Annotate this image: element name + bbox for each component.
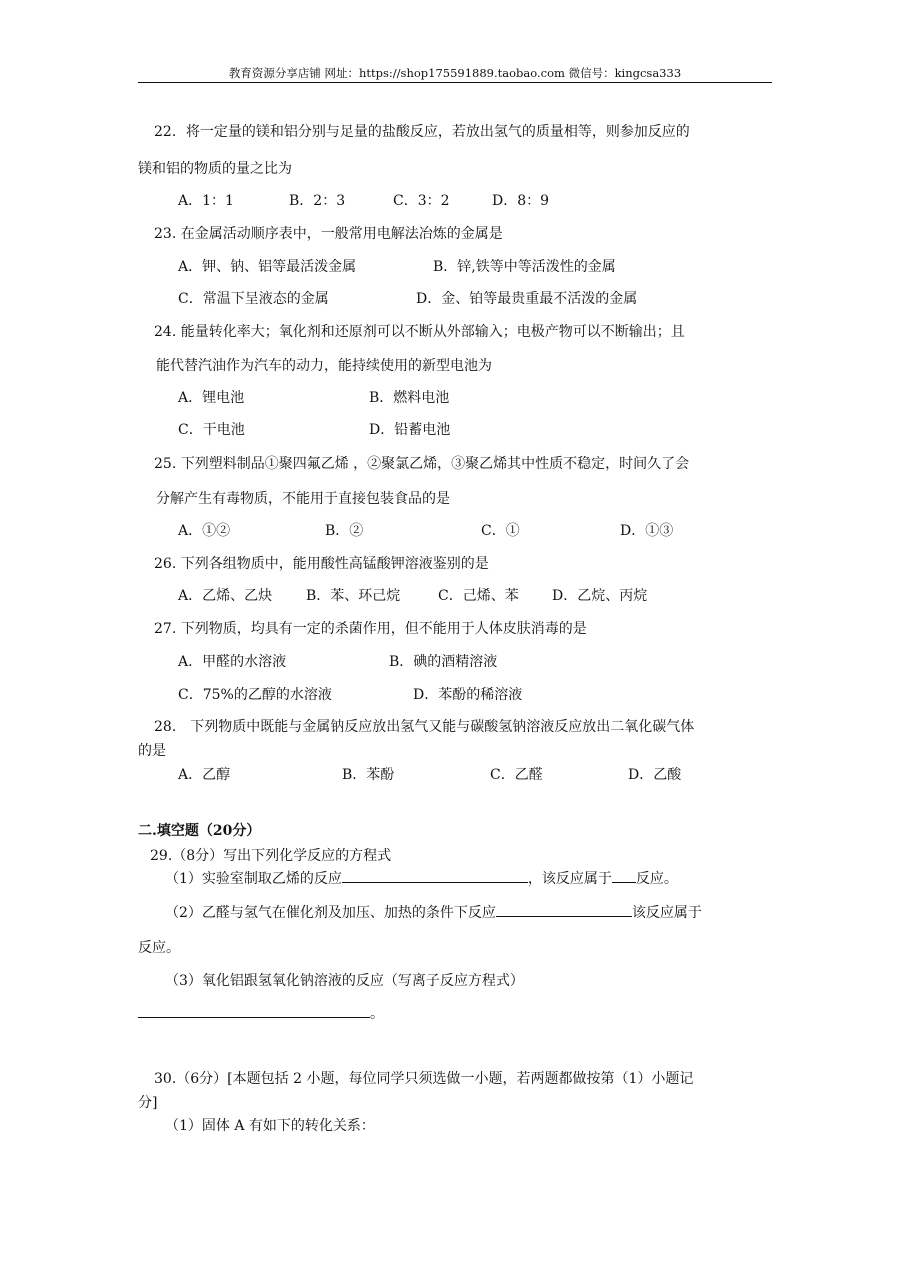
q29-part1-text-a: （1）实验室制取乙烯的反应 [165,871,342,887]
q29-part3-equation-blank[interactable] [138,1003,370,1018]
q26-option-d: D．乙烷、丙烷 [552,588,648,604]
q22-option-c: C．3：2 [393,193,450,209]
q27-option-a: A．甲醛的水溶液 [178,654,287,670]
q30-stem-line2: 分] [138,1095,158,1111]
q26-stem: 26. 下列各组物质中，能用酸性高锰酸钾溶液鉴别的是 [154,556,489,572]
q29-part2-text-a: （2）乙醛与氢气在催化剂及加压、加热的条件下反应 [165,905,496,921]
q23-option-d: D．金、铂等最贵重最不活泼的金属 [416,291,638,307]
q23-stem: 23. 在金属活动顺序表中，一般常用电解法冶炼的金属是 [154,226,503,242]
q27-option-d: D．苯酚的稀溶液 [413,687,523,703]
q28-option-b: B．苯酚 [342,767,395,783]
q22-stem-line1: 22．将一定量的镁和铝分别与足量的盐酸反应，若放出氢气的质量相等，则参加反应的 [154,124,690,140]
q29-part2-equation-blank[interactable] [496,902,632,917]
q28-option-a: A．乙醇 [178,767,231,783]
q29-part3-period: 。 [370,1006,384,1022]
q22-option-d: D．8：9 [492,193,550,209]
q26-option-b: B．苯、环己烷 [306,588,401,604]
q29-part1-equation-blank[interactable] [342,868,528,883]
q27-option-c: C．75%的乙醇的水溶液 [178,687,332,703]
q25-option-b: B．② [325,523,364,539]
q29-part1 [165,868,678,888]
q26-option-c: C．己烯、苯 [438,588,519,604]
q23-option-c: C．常温下呈液态的金属 [178,291,329,307]
section-2-title: 二.填空题（20分） [138,823,261,839]
q29-part2-continuation: 反应。 [138,940,180,956]
q25-option-d: D．①③ [620,523,674,539]
page-header: 教育资源分享店铺 网址：https://shop175591889.taobao.com 微信号：kingcsa333 [228,66,682,80]
q28-option-d: D．乙酸 [628,767,682,783]
q29-part1-text-c: 反应。 [635,871,678,887]
q29-part3: （3）氧化铝跟氢氧化钠溶液的反应（写离子反应方程式） [165,973,524,989]
q24-option-b: B．燃料电池 [369,390,450,406]
q25-stem-line1: 25. 下列塑料制品①聚四氟乙烯 ，②聚氯乙烯，③聚乙烯其中性质不稳定，时间久了会 [154,456,690,472]
q29-part1-text-b: ，该反应属于 [527,871,612,887]
q27-stem: 27. 下列物质，均具有一定的杀菌作用，但不能用于人体皮肤消毒的是 [154,621,587,637]
q29-part2-text-b: 该反应属于 [631,905,702,921]
q28-option-c: C．乙醛 [490,767,543,783]
q29-part2 [165,902,702,922]
q29-part1-type-blank[interactable] [612,868,636,883]
q25-option-a: A．①② [178,523,231,539]
q27-option-b: B．碘的酒精溶液 [389,654,498,670]
q30-stem-line1: 30.（6分）[本题包括 2 小题，每位同学只须选做一小题，若两题都做按第（1）小题记 [154,1071,694,1087]
q22-option-b: B．2：3 [289,193,346,209]
q24-stem-line2: 能代替汽油作为汽车的动力，能持续使用的新型电池为 [156,358,492,374]
q25-stem-line2: 分解产生有毒物质，不能用于直接包装食品的是 [156,491,450,507]
header-divider [138,82,772,83]
q30-part1: （1）固体 A 有如下的转化关系： [165,1118,375,1134]
q26-option-a: A．乙烯、乙炔 [178,588,273,604]
q24-stem-line1: 24. 能量转化率大；氧化剂和还原剂可以不断从外部输入；电极产物可以不断输出；且 [154,324,685,340]
q29-part3-answer-line [138,1003,384,1023]
q25-option-c: C．① [481,523,520,539]
q22-option-a: A．1：1 [178,193,234,209]
q28-stem-line2: 的是 [138,743,166,759]
q28-stem-line1: 28． 下列物质中既能与金属钠反应放出氢气又能与碳酸氢钠溶液反应放出二氧化碳气体 [154,719,695,735]
q29-stem: 29.（8分）写出下列化学反应的方程式 [150,848,392,864]
q24-option-c: C．干电池 [178,422,245,438]
q23-option-a: A．钾、钠、铝等最活泼金属 [178,259,357,275]
q23-option-b: B．锌,铁等中等活泼性的金属 [433,259,616,275]
q24-option-d: D．铅蓄电池 [369,422,451,438]
q22-stem-line2: 镁和铝的物质的量之比为 [138,161,292,177]
q24-option-a: A．锂电池 [178,390,245,406]
